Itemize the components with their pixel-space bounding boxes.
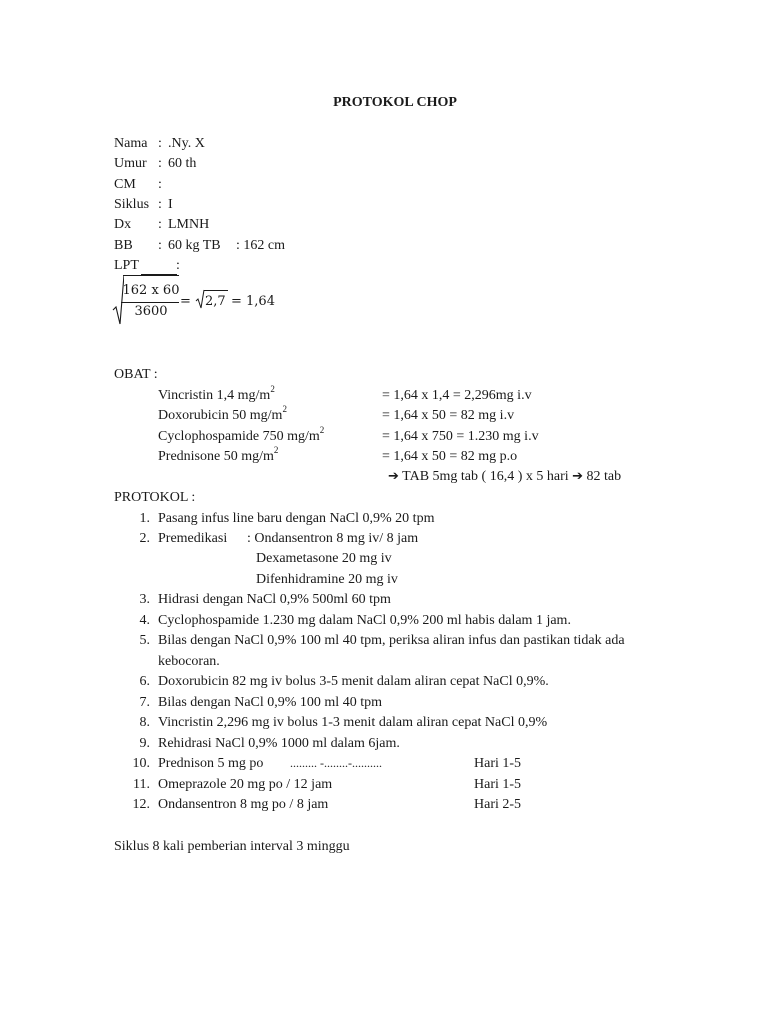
step-text: Omeprazole 20 mg po / 12 jam [158, 777, 333, 792]
step-text: Prednison 5 mg po [158, 756, 264, 771]
protokol-heading: PROTOKOL : [114, 490, 196, 505]
identity-label: Dx [114, 217, 132, 232]
right-arrow-icon: ➔ [388, 469, 399, 484]
identity-value: 60 th [168, 156, 197, 171]
step-text-continued: kebocoran. [158, 654, 220, 669]
step-number: 8. [139, 715, 150, 730]
step-label: Premedikasi [158, 531, 228, 546]
step-text: Bilas dengan NaCl 0,9% 100 ml 40 tpm [158, 695, 382, 710]
identity-colon: : [158, 156, 162, 171]
identity-label: Umur [114, 156, 147, 171]
drug-name: Doxorubicin 50 $mg/m^2$ [158, 404, 287, 423]
step-text: Cyclophospamide 1.230 mg dalam NaCl 0,9% 200 ml habis dalam 1 jam. [158, 613, 571, 628]
step-text: Hidrasi dengan NaCl 0,9% 500ml 60 tpm [158, 592, 391, 607]
identity-label: Siklus [114, 197, 150, 212]
step-number: 3. [139, 592, 150, 607]
lpt-label: LPT [114, 258, 139, 273]
identity-value: I [168, 197, 173, 212]
step-text: Vincristin 2,296 mg iv bolus 1-3 menit dalam aliran cepat NaCl 0,9% [158, 715, 548, 730]
formula-result: = 1,64 [231, 294, 275, 309]
tab-note: ➔ TAB 5mg tab ( 16,4 ) x 5 hari ➔ 82 tab [388, 469, 622, 484]
step-dots: ......... -........-.......... [290, 756, 382, 770]
identity-value: 60 kg TB [168, 238, 221, 253]
identity-extra: : 162 cm [236, 238, 285, 253]
step-number: 9. [139, 736, 150, 751]
step-number: 1. [139, 511, 150, 526]
drug-name: Cyclophospamide 750 $mg/m^2$ [158, 425, 325, 444]
drug-dose-calc: = 1,64 x 50 = 82 mg p.o [382, 449, 518, 464]
step-text: Bilas dengan NaCl 0,9% 100 ml 40 tpm, periksa aliran infus dan pastikan tidak ada [158, 633, 625, 648]
step-number: 6. [139, 674, 150, 689]
page-title: PROTOKOL CHOP [333, 95, 457, 110]
step-text: Rehidrasi NaCl 0,9% 1000 ml dalam 6jam. [158, 736, 400, 751]
lpt-colon: : [176, 258, 180, 273]
drug-dose-calc: = 1,64 x 750 = 1.230 mg i.v [382, 429, 539, 444]
premed-item: Dexametasone 20 mg iv [256, 551, 392, 566]
step-number: 5. [139, 633, 150, 648]
premed-item: Difenhidramine 20 mg iv [256, 572, 398, 587]
drug-dose-calc: = 1,64 x 50 = 82 mg i.v [382, 408, 515, 423]
step-number: 11. [133, 777, 150, 792]
drug-name: Vincristin 1,4 $mg/m^2$ [158, 384, 275, 403]
formula-equals: = [180, 294, 191, 309]
identity-label: CM [114, 177, 136, 192]
formula-numerator: 162 x 60 [122, 283, 180, 298]
footer-note: Siklus 8 kali pemberian interval 3 minggu [114, 839, 350, 854]
step-days: Hari 1-5 [474, 756, 522, 771]
step-text: Pasang infus line baru dengan NaCl 0,9% 20 tpm [158, 511, 435, 526]
step-number: 2. [139, 531, 150, 546]
identity-value: .Ny. X [168, 136, 205, 151]
sqrt-value: 2,7 [205, 294, 226, 309]
identity-colon: : [158, 197, 162, 212]
right-arrow-icon: ➔ [572, 469, 584, 484]
identity-value: LMNH [168, 217, 210, 232]
formula-denominator: 3600 [134, 304, 168, 319]
identity-colon: : [158, 136, 162, 151]
drug-dose-calc: = 1,64 x 1,4 = 2,296mg i.v [382, 388, 532, 403]
step-number: 12. [132, 797, 150, 812]
step-number: 4. [139, 613, 150, 628]
step-number: 10. [132, 756, 150, 771]
identity-colon: : [158, 217, 162, 232]
identity-colon: : [158, 238, 162, 253]
identity-colon: : [158, 177, 162, 192]
identity-label: Nama [114, 136, 148, 151]
drug-name: Prednisone 50 $mg/m^2$ [158, 445, 279, 464]
step-days: Hari 1-5 [474, 777, 522, 792]
identity-label: BB [114, 238, 133, 253]
step-days: Hari 2-5 [474, 797, 522, 812]
step-text: Doxorubicin 82 mg iv bolus 3-5 menit dalam aliran cepat NaCl 0,9%. [158, 674, 549, 689]
radical-sign-small [195, 289, 205, 309]
obat-heading: OBAT : [114, 367, 158, 382]
step-number: 7. [139, 695, 150, 710]
premed-item: : Ondansentron 8 mg iv/ 8 jam [247, 531, 419, 546]
step-text: Ondansentron 8 mg po / 8 jam [158, 797, 329, 812]
